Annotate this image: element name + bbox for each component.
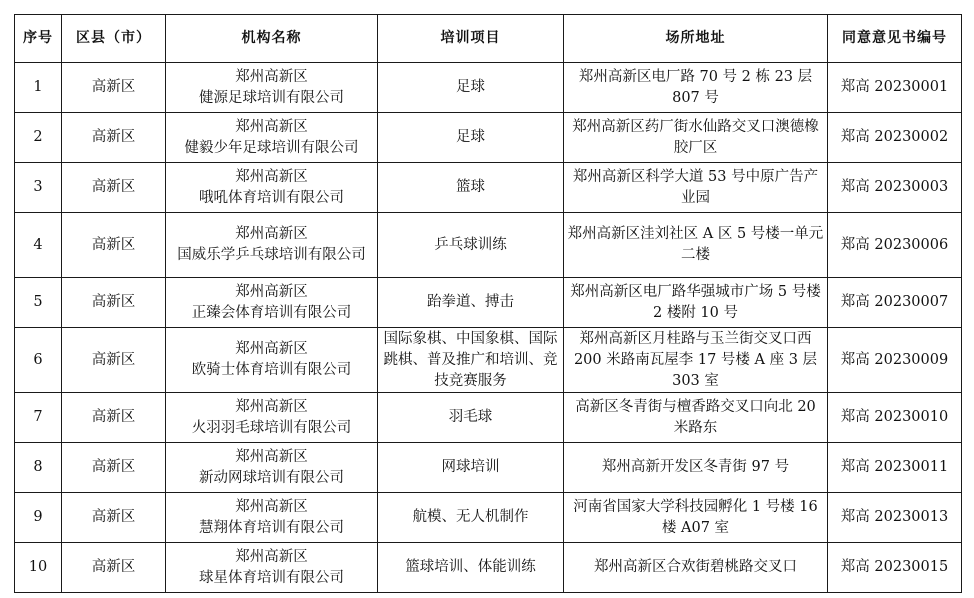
org-name-line: 健毅少年足球培训有限公司 [184, 139, 359, 156]
cell-org-name [166, 393, 378, 443]
header-training-project: 培训项目 [378, 15, 564, 63]
cell-address: 郑州高新区月桂路与玉兰街交叉口西 200 米路南瓦屋李 17 号楼 A 座 3 层 303 室 [564, 328, 828, 393]
document-sheet [14, 14, 962, 593]
table-row [15, 113, 962, 163]
cell-org-name [166, 163, 378, 213]
cell-training-project: 足球 [378, 63, 564, 113]
cell-org-name [166, 493, 378, 543]
cell-address: 郑州高新区电厂路 70 号 2 栋 23 层 807 号 [564, 63, 828, 113]
cell-org-name [166, 443, 378, 493]
org-name-line: 郑州高新区 [235, 548, 308, 565]
cell-training-project: 网球培训 [378, 443, 564, 493]
cell-serial-no: 4 [15, 213, 62, 278]
cell-district: 高新区 [62, 278, 166, 328]
org-name-line: 国威乐学乒乓球培训有限公司 [177, 247, 366, 263]
org-name-line: 郑州高新区 [235, 226, 308, 242]
cell-district: 高新区 [62, 213, 166, 278]
org-name-line: 郑州高新区 [235, 283, 308, 300]
cell-approval-code: 郑高 20230001 [828, 63, 962, 113]
cell-training-project: 篮球培训、体能训练 [378, 543, 564, 593]
cell-org-name [166, 113, 378, 163]
cell-approval-code: 郑高 20230003 [828, 163, 962, 213]
header-serial-no: 序号 [15, 15, 62, 63]
table-row [15, 213, 962, 278]
header-org-name: 机构名称 [166, 15, 378, 63]
cell-approval-code: 郑高 20230013 [828, 493, 962, 543]
cell-district: 高新区 [62, 543, 166, 593]
org-name-line: 郑州高新区 [235, 398, 308, 415]
cell-address: 郑州高新开发区冬青街 97 号 [564, 443, 828, 493]
header-approval-code: 同意意见书编号 [828, 15, 962, 63]
table-row [15, 493, 962, 543]
table-row [15, 443, 962, 493]
cell-serial-no: 5 [15, 278, 62, 328]
cell-district: 高新区 [62, 493, 166, 543]
cell-serial-no: 10 [15, 543, 62, 593]
cell-district: 高新区 [62, 163, 166, 213]
cell-address: 河南省国家大学科技园孵化 1 号楼 16 楼 A07 室 [564, 493, 828, 543]
org-name-line: 郑州高新区 [235, 498, 308, 515]
cell-address: 郑州高新区合欢街碧桃路交叉口 [564, 543, 828, 593]
org-name-line: 健源足球培训有限公司 [199, 89, 344, 106]
table-row [15, 63, 962, 113]
cell-training-project: 航模、无人机制作 [378, 493, 564, 543]
cell-org-name [166, 328, 378, 393]
header-district: 区县（市） [62, 15, 166, 63]
table-row [15, 163, 962, 213]
cell-district: 高新区 [62, 63, 166, 113]
cell-serial-no: 8 [15, 443, 62, 493]
org-name-line: 郑州高新区 [235, 341, 308, 357]
org-name-line: 新动网球培训有限公司 [199, 469, 344, 486]
cell-district: 高新区 [62, 443, 166, 493]
org-name-line: 郑州高新区 [235, 168, 308, 185]
cell-district: 高新区 [62, 113, 166, 163]
cell-address: 郑州高新区洼刘社区 A 区 5 号楼一单元二楼 [564, 213, 828, 278]
cell-training-project: 足球 [378, 113, 564, 163]
cell-training-project: 乒乓球训练 [378, 213, 564, 278]
training-institutions-table [14, 14, 962, 593]
cell-district: 高新区 [62, 393, 166, 443]
cell-serial-no: 2 [15, 113, 62, 163]
cell-approval-code: 郑高 20230007 [828, 278, 962, 328]
org-name-line: 慧翔体育培训有限公司 [199, 519, 344, 536]
org-name-line: 郑州高新区 [235, 68, 308, 85]
cell-address: 郑州高新区药厂街水仙路交叉口澳德橡胶厂区 [564, 113, 828, 163]
org-name-line: 欧骑士体育培训有限公司 [191, 362, 352, 378]
table-row [15, 328, 962, 393]
cell-training-project: 国际象棋、中国象棋、国际跳棋、普及推广和培训、竞技竞赛服务 [378, 328, 564, 393]
org-name-line: 郑州高新区 [235, 448, 308, 465]
cell-district: 高新区 [62, 328, 166, 393]
table-header-row [15, 15, 962, 63]
cell-approval-code: 郑高 20230002 [828, 113, 962, 163]
cell-address: 郑州高新区科学大道 53 号中原广告产业园 [564, 163, 828, 213]
org-name-line: 郑州高新区 [235, 118, 308, 135]
cell-approval-code: 郑高 20230006 [828, 213, 962, 278]
cell-serial-no: 6 [15, 328, 62, 393]
cell-approval-code: 郑高 20230010 [828, 393, 962, 443]
table-row [15, 543, 962, 593]
cell-training-project: 羽毛球 [378, 393, 564, 443]
cell-approval-code: 郑高 20230015 [828, 543, 962, 593]
cell-org-name [166, 63, 378, 113]
cell-org-name [166, 543, 378, 593]
cell-serial-no: 9 [15, 493, 62, 543]
cell-org-name [166, 213, 378, 278]
table-row [15, 393, 962, 443]
header-address: 场所地址 [564, 15, 828, 63]
org-name-line: 球星体育培训有限公司 [199, 569, 344, 586]
cell-approval-code: 郑高 20230011 [828, 443, 962, 493]
cell-approval-code: 郑高 20230009 [828, 328, 962, 393]
cell-address: 郑州高新区电厂路华强城市广场 5 号楼 2 楼附 10 号 [564, 278, 828, 328]
cell-serial-no: 1 [15, 63, 62, 113]
cell-training-project: 篮球 [378, 163, 564, 213]
cell-org-name [166, 278, 378, 328]
org-name-line: 正臻会体育培训有限公司 [191, 304, 352, 321]
cell-serial-no: 3 [15, 163, 62, 213]
cell-training-project: 跆拳道、搏击 [378, 278, 564, 328]
cell-address: 高新区冬青街与檀香路交叉口向北 20 米路东 [564, 393, 828, 443]
org-name-line: 火羽羽毛球培训有限公司 [191, 419, 352, 436]
cell-serial-no: 7 [15, 393, 62, 443]
table-row [15, 278, 962, 328]
org-name-line: 哦吼体育培训有限公司 [199, 189, 344, 206]
